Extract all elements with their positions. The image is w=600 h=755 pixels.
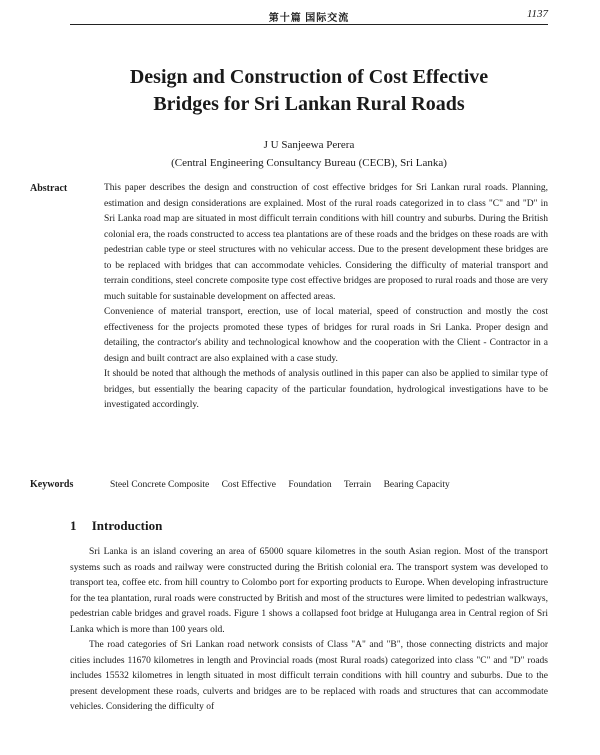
abstract-body xyxy=(104,181,548,414)
author-affiliation: (Central Engineering Consultancy Bureau (CECB), Sri Lanka) xyxy=(171,157,447,169)
introduction-body xyxy=(70,545,548,716)
body-paragraph: Sri Lanka is an island covering an area of 65000 square kilometres in the south Asian region. Most of the transport systems such as roads and railway were constructed during the British colonial era. The transport system was developed to transport tea, coffee etc. from hill country to Colombo port for exporting products to Europe. When developing infrastructure for the tea plantation, rural roads were constructed by British and most of the structures were limited to pedestrian walkways, pedestrian cable bridges and gravel roads. Figure 1 shows a collapsed foot bridge at Huluganga area in Central region of Sri Lanka which is more than 100 years old. xyxy=(70,547,548,635)
section-title: Introduction xyxy=(91,518,163,533)
keyword: Terrain xyxy=(343,480,372,490)
section-heading xyxy=(70,518,162,534)
keyword: Foundation xyxy=(288,480,332,490)
keyword: Bearing Capacity xyxy=(383,480,450,490)
author-name: J U Sanjeewa Perera xyxy=(263,139,355,151)
paper-title xyxy=(70,64,548,118)
abstract-paragraph: It should be noted that although the methods of analysis outlined in this paper can also be applied to similar type of bridges, but essentially the bearing capacity of the particular foundation, hydrological investigations have to be investigated accordingly. xyxy=(104,369,548,410)
title-line-1: Design and Construction of Cost Effective xyxy=(129,66,489,88)
keywords-label: Keywords xyxy=(30,479,74,490)
keyword: Cost Effective xyxy=(221,480,277,490)
running-head xyxy=(70,8,548,25)
title-line-2: Bridges for Sri Lankan Rural Roads xyxy=(153,93,465,115)
body-paragraph: The road categories of Sri Lankan road network consists of Class "A" and "B", those connecting districts and major cities includes 11670 kilometres in length and Provincial roads (most Rural roads) categorized into class "C" and "D" roads includes 15532 kilometres in length situated in most difficult terrain conditions with hill country and suburbs. Due to the present development these roads, culverts and bridges are to be replaced with roads and structures that can accommodate vehicles. Considering the difficulty of xyxy=(70,640,548,712)
abstract-label: Abstract xyxy=(30,183,68,194)
abstract-paragraph: This paper describes the design and construction of cost effective bridges for Sri Lankan rural roads. Planning, estimation and design considerations are explained. Most of the rural roads categorized in to class "C" and "D" in Sri Lanka road map are situated in most difficult terrain conditions with hill country and suburbs. During the British colonial era, the roads constructed to access tea plantations are of these roads and the bridges on these roads are with pedestrian cable type or steel structures with no vehicular access. Due to the present development these bridges are to be replaced with bridges that can accommodate vehicles. Considering the difficulty of material transport and terrain conditions, steel concrete composite type cost effective bridges are proposed to rural roads and those are very much suitable for sustainable development on affected areas. xyxy=(104,183,548,302)
section-number: 1 xyxy=(70,518,77,533)
abstract-paragraph: Convenience of material transport, erection, use of local material, speed of construction and mostly the cost effectiveness for the projects promoted these types of bridges for rural roads in Sri Lanka. Proper design and detailing, the contractor's ability and technological knowhow and the cooperation with the Client - Contractor in a design and built contract are also explained with a case study. xyxy=(104,307,548,364)
keywords-list xyxy=(110,479,460,492)
keyword: Steel Concrete Composite xyxy=(110,480,210,490)
page-number: 1137 xyxy=(526,8,548,20)
running-head-section: 第十篇 国际交流 xyxy=(268,13,350,24)
